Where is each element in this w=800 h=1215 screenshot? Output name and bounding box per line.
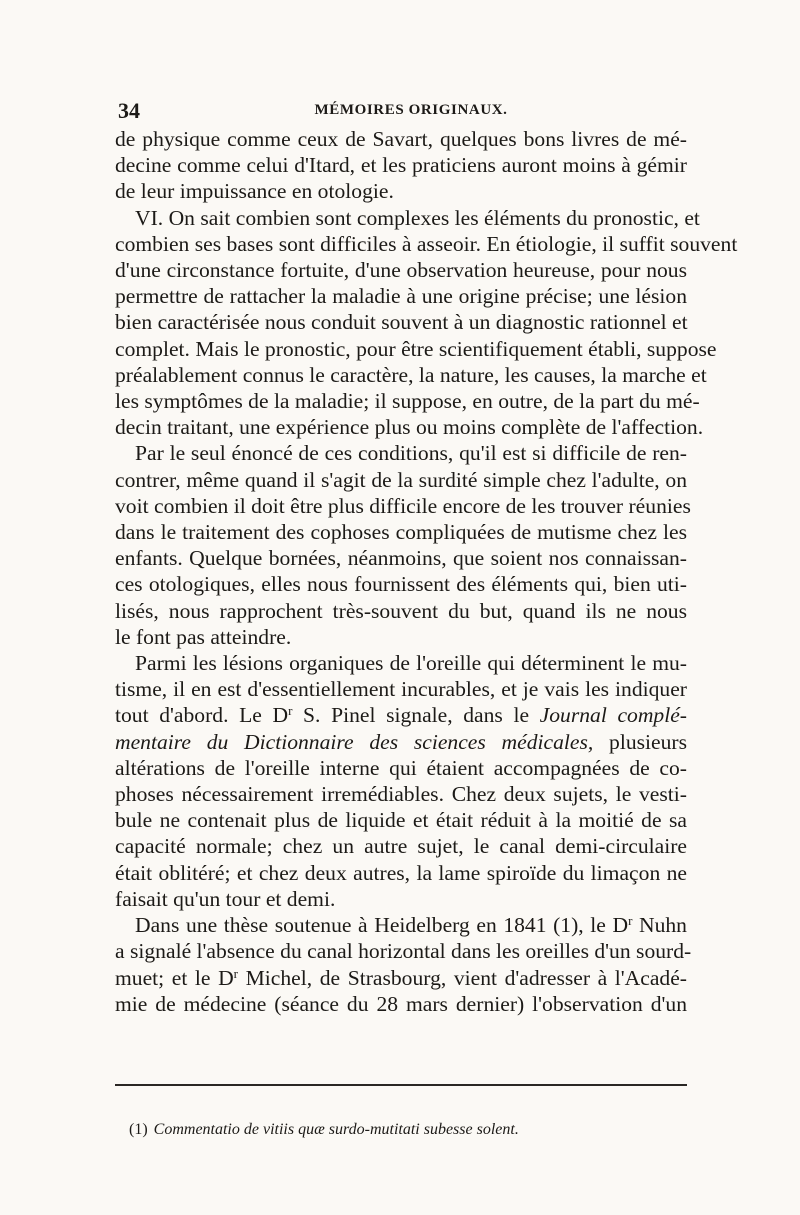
superscript: r (628, 913, 633, 929)
footnote (129, 1121, 519, 1139)
footnote-marker: (1) (129, 1121, 148, 1138)
text-line: les symptômes de la maladie; il suppose, en outre, de la part du mé- (115, 389, 700, 414)
text-line: a signalé l'absence du canal horizontal dans les oreilles d'un sourd- (115, 939, 692, 964)
text-line: de leur impuissance en otologie. (115, 179, 394, 204)
text-line: d'une circonstance fortuite, d'une observation heureuse, pour nous (115, 258, 687, 283)
text-line: Parmi les lésions organiques de l'oreille qui déterminent le mu- (135, 651, 687, 676)
footnote-text: Commentatio de vitiis quæ surdo-mutitati subesse solent. (153, 1121, 519, 1138)
journal-title-part: Journal complé- (539, 703, 687, 728)
footnote-separator (115, 1084, 687, 1086)
text-line: de physique comme ceux de Savart, quelques bons livres de mé- (115, 127, 687, 151)
running-head (115, 96, 687, 126)
text-fragment: Dans une thèse soutenue à Heidelberg en 1841 (1), le D (135, 913, 629, 938)
text-line: bien caractérisée nous conduit souvent à un diagnostic rationnel et (115, 310, 688, 335)
text-line: préalablement connus le caractère, la nature, les causes, la marche et (115, 362, 707, 387)
journal-title-part: mentaire du Dictionnaire des sciences médicales, (115, 729, 594, 754)
text-line: decin traitant, une expérience plus ou moins complète de l'affection. (115, 415, 704, 440)
text-fragment: tout d'abord. Le D (115, 703, 289, 728)
text-line: tisme, il en est d'essentiellement incurables, et je vais les indiquer (115, 677, 687, 702)
text-line: contrer, même quand il s'agit de la surdité simple chez l'adulte, on (115, 467, 687, 492)
superscript: r (233, 965, 239, 981)
text-line: Par le seul énoncé de ces conditions, qu'il est si difficile de ren- (135, 441, 687, 466)
text-line: capacité normale; chez un autre sujet, le canal demi-circulaire (115, 834, 687, 859)
paragraph-2 (115, 205, 738, 441)
paragraph-5 (115, 912, 692, 1017)
text-line (115, 965, 687, 991)
paragraph-4 (115, 650, 687, 912)
text-line (115, 729, 687, 755)
text-line: decine comme celui d'Itard, et les praticiens auront moins à gémir (115, 153, 687, 178)
text-line: le font pas atteindre. (115, 624, 292, 649)
text-line: permettre de rattacher la maladie à une origine précise; une lésion (115, 284, 687, 309)
page-number: 34 (118, 98, 140, 123)
text-line (115, 702, 687, 728)
text-line: mie de médecine (séance du 28 mars dernier) l'observation d'un (115, 991, 687, 1016)
text-line: combien ses bases sont difficiles à asseoir. En étiologie, il suffit souvent (115, 231, 738, 256)
paragraph-1 (115, 126, 687, 205)
text-line: phoses nécessairement irremédiables. Chez deux sujets, le vesti- (115, 782, 687, 807)
text-fragment: S. Pinel signale, dans le (292, 703, 540, 728)
text-line: était oblitéré; et chez deux autres, la lame spiroïde du limaçon ne (115, 860, 687, 885)
text-line: voit combien il doit être plus difficile encore de les trouver réunies (115, 493, 691, 518)
text-fragment: Michel, de Strasbourg, vient d'adresser à l'Acadé- (238, 965, 687, 990)
body-text (115, 126, 738, 1017)
running-title: MÉMOIRES ORIGINAUX. (314, 102, 508, 118)
text-fragment: muet; et le D (115, 965, 234, 990)
text-line: faisait qu'un tour et demi. (115, 886, 336, 911)
text-line (115, 912, 687, 938)
text-line: altérations de l'oreille interne qui étaient accompagnées de co- (115, 755, 687, 780)
text-fragment: Nuhn (632, 913, 687, 938)
text-line: dans le traitement des cophoses compliquées de mutisme chez les (115, 520, 687, 545)
text-line: lisés, nous rapprochent très-souvent du but, quand ils ne nous (115, 598, 687, 623)
text-fragment: plusieurs (593, 729, 687, 754)
text-line: VI. On sait combien sont complexes les éléments du pronostic, et (135, 205, 700, 230)
book-page (115, 96, 738, 1138)
text-line: ces otologiques, elles nous fournissent des éléments qui, bien uti- (115, 572, 687, 597)
text-line: complet. Mais le pronostic, pour être scientifiquement établi, suppose (115, 336, 717, 361)
text-line: enfants. Quelque bornées, néanmoins, que soient nos connaissan- (115, 546, 687, 571)
paragraph-3 (115, 440, 691, 650)
text-line: bule ne contenait plus de liquide et était réduit à la moitié de sa (115, 808, 687, 833)
superscript: r (288, 703, 293, 719)
